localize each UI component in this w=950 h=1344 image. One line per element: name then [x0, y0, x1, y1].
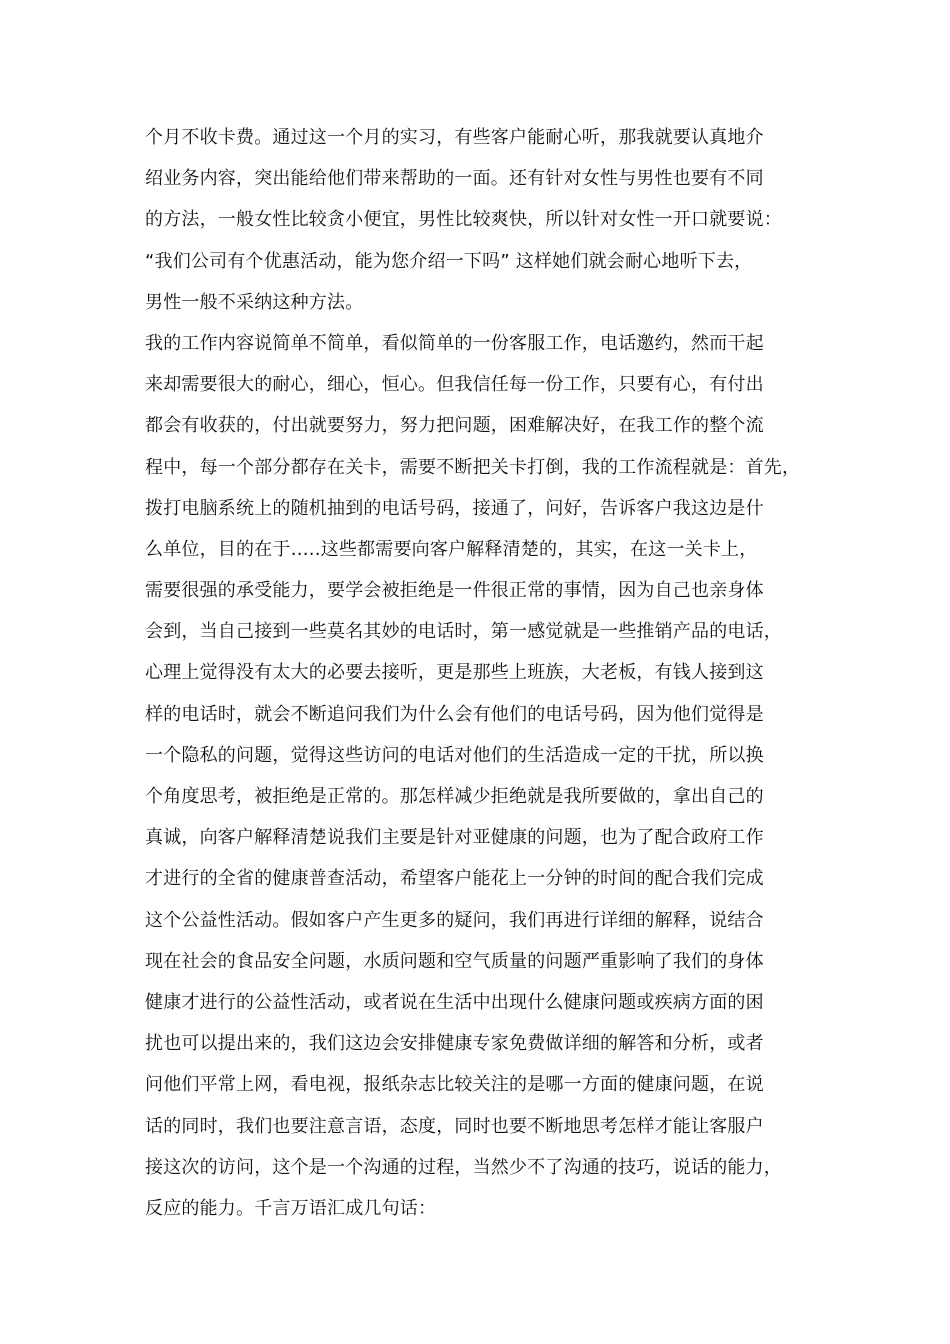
text-line: 么单位，目的在于…..这些都需要向客户解释清楚的，其实，在这一关卡上， [145, 538, 758, 560]
body-text [145, 117, 815, 1229]
text-line: 现在社会的食品安全问题，水质问题和空气质量的问题严重影响了我们的身体 [145, 950, 764, 972]
text-line: 会到，当自己接到一些莫名其妙的电话时，第一感觉就是一些推销产品的电话， [145, 621, 782, 643]
text-line: 都会有收获的，付出就要努力，努力把问题，困难解决好，在我工作的整个流 [145, 415, 764, 437]
text-line: 反应的能力。千言万语汇成几句话： [145, 1197, 437, 1219]
text-line: 心理上觉得没有太大的必要去接听，更是那些上班族，大老板，有钱人接到这 [145, 662, 764, 684]
text-line: 接这次的访问，这个是一个沟通的过程，当然少不了沟通的技巧，说话的能力， [145, 1156, 782, 1178]
text-line: 扰也可以提出来的，我们这边会安排健康专家免费做详细的解答和分析，或者 [145, 1033, 764, 1055]
text-line: 个月不收卡费。通过这一个月的实习，有些客户能耐心听，那我就要认真地介 [145, 127, 764, 148]
text-line: 拨打电脑系统上的随机抽到的电话号码，接通了，问好，告诉客户我这边是什 [145, 497, 764, 519]
text-line: 话的同时，我们也要注意言语，态度，同时也要不断地思考怎样才能让客服户 [145, 1115, 764, 1137]
text-line: 绍业务内容，突出能给他们带来帮助的一面。还有针对女性与男性也要有不同 [145, 168, 764, 190]
text-line: 程中，每一个部分都存在关卡，需要不断把关卡打倒，我的工作流程就是：首先， [145, 456, 801, 478]
text-line: 真诚，向客户解释清楚说我们主要是针对亚健康的问题，也为了配合政府工作 [145, 827, 764, 849]
text-line: 个角度思考，被拒绝是正常的。那怎样减少拒绝就是我所要做的，拿出自己的 [145, 786, 764, 807]
text-line: 一个隐私的问题，觉得这些访问的电话对他们的生活造成一定的干扰，所以换 [145, 744, 764, 766]
text-line: 这个公益性活动。假如客户产生更多的疑问，我们再进行详细的解释，说结合 [145, 909, 764, 931]
text-line: 问他们平常上网，看电视，报纸杂志比较关注的是哪一方面的健康问题，在说 [145, 1074, 764, 1096]
text-line: 男性一般不采纳这种方法。 [145, 291, 364, 313]
text-line: 健康才进行的公益性活动，或者说在生活中出现什么健康问题或疾病方面的困 [145, 991, 764, 1013]
text-line: “我们公司有个优惠活动，能为您介绍一下吗” 这样她们就会耐心地听下去， [145, 250, 753, 272]
text-line: 需要很强的承受能力，要学会被拒绝是一件很正常的事情，因为自己也亲身体 [145, 580, 764, 602]
text-line: 我的工作内容说简单不简单，看似简单的一份客服工作，电话邀约，然而干起 [145, 332, 764, 354]
text-line: 来却需要很大的耐心，细心，恒心。但我信任每一份工作，只要有心，有付出 [145, 374, 764, 396]
text-line: 样的电话时，就会不断追问我们为什么会有他们的电话号码，因为他们觉得是 [145, 703, 764, 725]
text-line: 才进行的全省的健康普查活动，希望客户能花上一分钟的时间的配合我们完成 [145, 868, 764, 890]
text-line: 的方法，一般女性比较贪小便宜，男性比较爽快，所以针对女性一开口就要说： [145, 209, 782, 231]
